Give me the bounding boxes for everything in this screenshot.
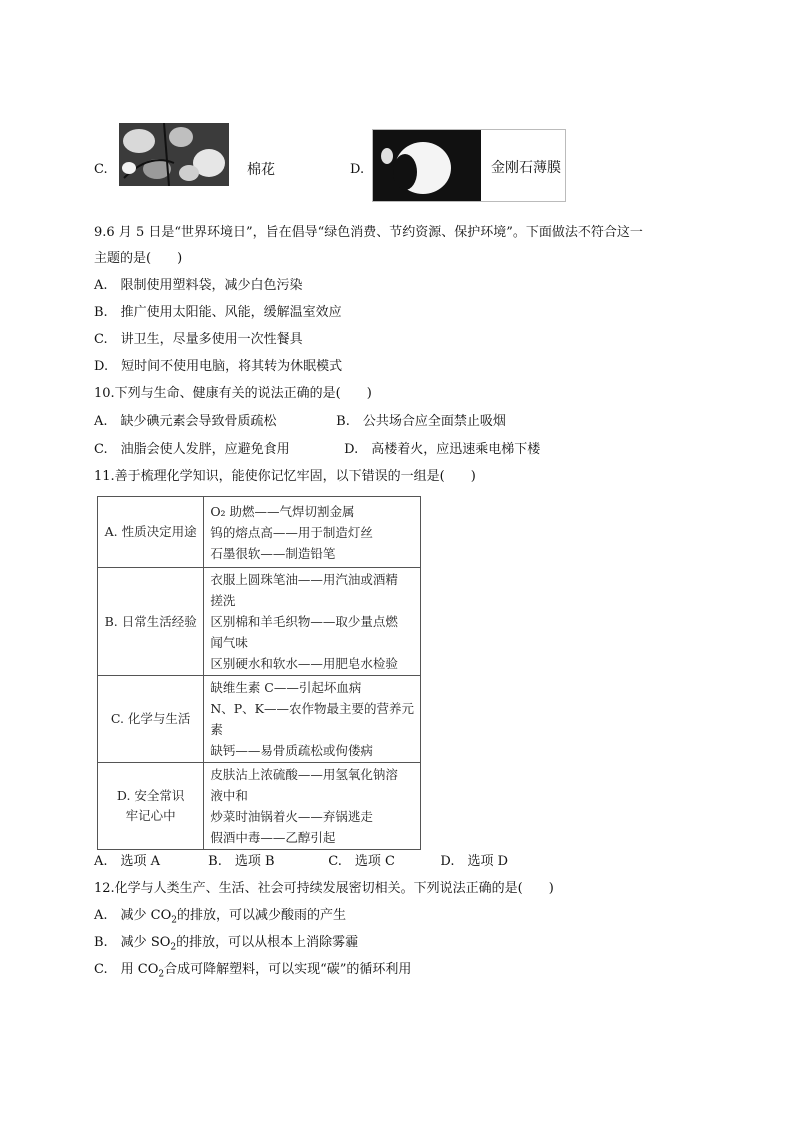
table-line: 缺钙——易骨质疏松或佝偻病 <box>210 743 373 758</box>
table-line: 闻气味 <box>210 635 248 650</box>
q9-option-a: A. 限制使用塑料袋，减少白色污染 <box>94 278 303 293</box>
table-line: 区别硬水和软水——用肥皂水检验 <box>210 656 398 671</box>
q10-option-c: C. 油脂会使人发胖，应避免食用 <box>94 442 290 457</box>
q11-option-c: C. 选项 C <box>328 854 395 869</box>
q12-option-b <box>94 933 358 958</box>
option-d-letter: D. <box>350 162 365 177</box>
q11-option-a: A. 选项 A <box>94 854 161 869</box>
q12-b-text: B. 减少 SO <box>94 935 171 950</box>
diamond-film-label: 金刚石薄膜 <box>491 160 561 176</box>
q11-option-d: D. 选项 D <box>440 854 509 869</box>
table-description <box>204 676 421 763</box>
table-category-line: 牢记心中 <box>125 808 176 823</box>
q12-option-a <box>94 906 346 931</box>
q10-options-row1 <box>94 412 506 432</box>
table-line: 钨的熔点高——用于制造灯丝 <box>210 524 373 540</box>
q12-b-text: 的排放，可以从根本上消除雾霾 <box>176 935 359 950</box>
q12-c-text: 合成可降解塑料，可以实现“碳”的循环利用 <box>164 962 412 977</box>
table-description <box>204 497 421 568</box>
option-c-letter: C. <box>94 162 108 177</box>
table-category <box>98 763 204 850</box>
q9-stem-line1: 9.6 月 5 日是“世界环境日”，旨在倡导“绿色消费、节约资源、保护环境”。下面做法不符合这一 <box>94 225 643 240</box>
table-line: 搓洗 <box>210 593 236 608</box>
q10-option-b: B. 公共场合应全面禁止吸烟 <box>336 414 506 429</box>
table-line: 素 <box>210 722 223 737</box>
table-row <box>98 763 421 850</box>
table-line: 缺维生素 C——引起坏血病 <box>210 680 362 695</box>
table-line: 炒菜时油锅着火——弃锅逃走 <box>210 809 373 824</box>
q10-options-row2 <box>94 440 540 460</box>
q12-stem: 12.化学与人类生产、生活、社会可持续发展密切相关。下列说法正确的是( ) <box>94 881 554 896</box>
table-row <box>98 568 421 676</box>
q12-a-text: 的排放，可以减少酸雨的产生 <box>177 908 347 923</box>
q10-option-a: A. 缺少碘元素会导致骨质疏松 <box>94 414 277 429</box>
q12-option-c <box>94 960 411 985</box>
table-line: 衣服上圆珠笔油——用汽油或酒精 <box>210 572 398 587</box>
table-category: A. 性质决定用途 <box>98 497 204 568</box>
q12-c-text: C. 用 CO <box>94 962 159 977</box>
table-line: 假酒中毒——乙醇引起 <box>210 830 336 845</box>
table-description <box>204 763 421 850</box>
table-description <box>204 568 421 676</box>
q10-option-d: D. 高楼着火，应迅速乘电梯下楼 <box>344 442 541 457</box>
cotton-label: 棉花 <box>247 162 275 178</box>
table-line: 区别棉和羊毛织物——取少量点燃 <box>210 614 398 629</box>
q9-stem-line2: 主题的是( ) <box>94 251 183 266</box>
q10-stem: 10.下列与生命、健康有关的说法正确的是( ) <box>94 386 372 401</box>
knowledge-table <box>97 496 421 850</box>
q12-a-text: A. 减少 CO <box>94 908 172 923</box>
q9-option-d: D. 短时间不使用电脑，将其转为休眠模式 <box>94 359 343 374</box>
cotton-photo <box>119 123 229 186</box>
table-category: C. 化学与生活 <box>98 676 204 763</box>
subscript: 2 <box>170 942 177 953</box>
diamond-film-photo <box>372 129 566 202</box>
table-line: 液中和 <box>210 788 248 803</box>
table-row <box>98 497 421 568</box>
table-category: B. 日常生活经验 <box>98 568 204 676</box>
subscript: 2 <box>158 969 165 980</box>
q11-stem: 11.善于梳理化学知识，能使你记忆牢固，以下错误的一组是( ) <box>94 469 476 484</box>
table-line: 石墨很软——制造铅笔 <box>210 545 336 561</box>
table-line: O₂ 助燃——气焊切割金属 <box>210 503 355 519</box>
q11-options <box>94 852 508 872</box>
q9-option-b: B. 推广使用太阳能、风能，缓解温室效应 <box>94 305 342 320</box>
q11-option-b: B. 选项 B <box>208 854 275 869</box>
table-line: 皮肤沾上浓硫酸——用氢氧化钠溶 <box>210 767 398 782</box>
subscript: 2 <box>171 915 177 926</box>
table-category-line: D. 安全常识 <box>116 788 185 803</box>
table-row <box>98 676 421 763</box>
table-line: N、P、K——农作物最主要的营养元 <box>210 701 414 716</box>
q9-option-c: C. 讲卫生，尽量多使用一次性餐具 <box>94 332 303 347</box>
